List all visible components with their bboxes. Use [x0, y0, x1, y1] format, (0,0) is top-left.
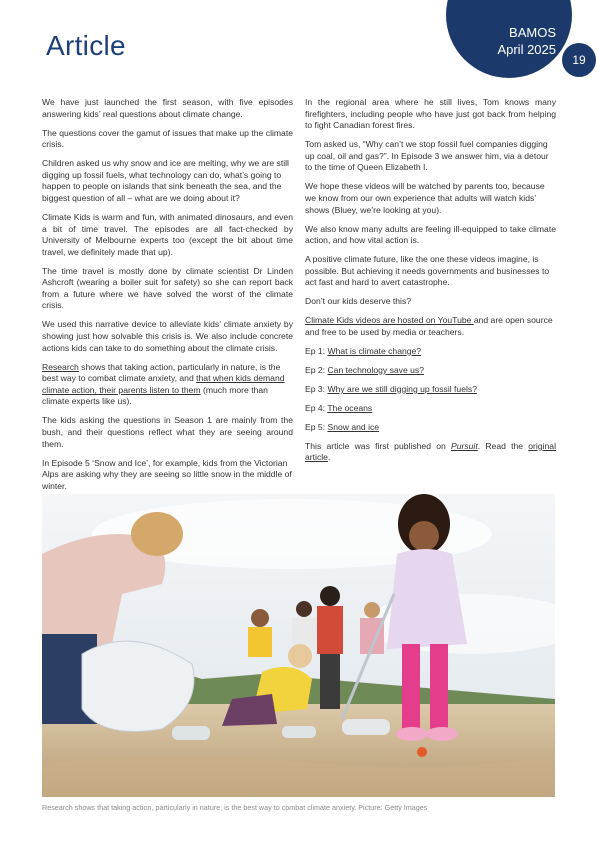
issue-date: April 2025 — [497, 42, 556, 57]
paragraph: Children asked us why snow and ice are melting, why we are still digging up fossil fuels, what technology can do, what’s going to happen to people on islands that sink beneath the sea, and the biggest question of all – what are we doing about it? — [42, 158, 289, 203]
child-head — [288, 644, 312, 668]
youtube-link[interactable]: Climate Kids videos are hosted on YouTube — [305, 315, 474, 326]
paragraph: We also know many adults are feeling ill-equipped to take climate action, and how vital action is. — [305, 223, 556, 246]
episode-link[interactable]: Why are we still digging up fossil fuels? — [327, 383, 477, 394]
text-span: . — [327, 452, 331, 463]
child-head — [251, 609, 269, 627]
episode-label: Ep 3: — [305, 383, 328, 394]
episode-item — [305, 384, 556, 396]
paragraph: The time travel is mostly done by climate scientist Dr Linden Ashcroft (wearing a boiler suit for safety) so she can report back from a future where we have solved the worst of the climate crisis. — [42, 265, 293, 311]
original-article-link[interactable]: original article — [305, 440, 556, 463]
paragraph: Don’t our kids deserve this? — [305, 296, 412, 307]
episode-item — [305, 403, 556, 415]
publication-note — [305, 441, 556, 464]
episode-link[interactable]: Can technology save us? — [327, 364, 424, 375]
child-legs — [320, 654, 340, 709]
episode-link[interactable]: Snow and ice — [327, 421, 380, 432]
paragraph: In Episode 5 ‘Snow and Ice’, for example, kids from the Victorian Alps are asking why they are seeing so little snow in the middle of winter. — [42, 457, 292, 491]
paragraph: Tom asked us, “Why can’t we stop fossil fuel companies digging up coal, oil and gas?”. In Episode 3 we answer him, via a detour to the time of Queen Elizabeth I. — [305, 139, 549, 173]
episode-item — [305, 346, 556, 358]
child-body — [317, 606, 343, 654]
plastic-bottle — [282, 726, 316, 738]
paragraph: Climate Kids is warm and fun, with animated dinosaurs, and even a bit of time travel. The episodes are all fact-checked by University of Melbourne experts too (except the bit about time travel, we definitely made that up). — [42, 211, 293, 257]
publication-name: BAMOS — [509, 25, 556, 40]
episode-link[interactable]: What is climate change? — [327, 345, 422, 356]
child-head — [296, 601, 312, 617]
paragraph: We have just launched the first season, with five episodes answering kids’ real questions about climate change. — [42, 97, 293, 119]
paragraph: In the regional area where he still lives, Tom knows many firefighters, including people who have just got back from helping to fight Canadian forest fires. — [305, 97, 556, 131]
photo-illustration — [42, 494, 555, 797]
child-body — [292, 617, 316, 649]
paragraph: The kids asking the questions in Season 1 are mainly from the bush, and their questions reflect what they are seeing around them. — [42, 415, 293, 449]
paragraph: We hope these videos will be watched by parents too, because we know from our own experience that adults will watch kids’ shows (Bluey, we’re looking at you). — [305, 181, 545, 215]
episode-label: Ep 2: — [305, 364, 328, 375]
text-span: shows that taking action, particularly in nature, is the best way to combat climate anxiety, and — [42, 361, 281, 384]
issue-badge-text — [470, 24, 556, 58]
trash-bag — [82, 641, 194, 731]
paragraph-youtube — [305, 315, 556, 338]
episode-item — [305, 422, 556, 434]
episode-label: Ep 1: — [305, 345, 328, 356]
girl-shoe — [426, 727, 458, 741]
paragraph: We used this narrative device to alleviate kids’ climate anxiety by showing just how solvable this crisis is. We also include concrete actions kids can take to do something about the climate crisis. — [42, 319, 293, 353]
text-span: (much more than climate experts like us). — [42, 384, 268, 407]
pursuit-link[interactable]: Pursuit — [450, 440, 478, 451]
girl-face — [409, 521, 439, 551]
girl-leggings — [402, 644, 420, 729]
episode-link[interactable]: The oceans — [327, 402, 373, 413]
text-span: . Read the — [477, 440, 529, 451]
episode-label: Ep 4: — [305, 402, 328, 413]
research-link[interactable]: Research — [42, 361, 79, 372]
left-column — [42, 97, 293, 500]
page-title: Article — [46, 30, 126, 61]
girl-leggings — [430, 644, 448, 729]
episode-label: Ep 5: — [305, 421, 328, 432]
beach-cleanup-photo — [42, 494, 555, 797]
text-span: This article was first published on — [305, 440, 451, 451]
plastic-bottle — [342, 719, 390, 735]
adult-hair — [131, 512, 183, 556]
kids-demand-link[interactable]: that when kids demand climate action, their parents listen to them — [42, 373, 285, 395]
child-head — [364, 602, 380, 618]
page-number: 19 — [562, 43, 596, 77]
photo-caption: Research shows that taking action, particularly in nature, is the best way to combat climate anxiety. Picture: Getty Images — [42, 803, 428, 812]
paragraph: A positive climate future, like the one these videos imagine, is possible. But achieving it needs governments and businesses to act fast and hard to avert catastrophe. — [305, 254, 550, 288]
paragraph: The questions cover the gamut of issues that make up the climate crisis. — [42, 127, 293, 150]
plastic-bottle — [172, 726, 210, 740]
episode-item — [305, 365, 556, 377]
child-body — [248, 627, 272, 657]
text-span: and are open source and free to be used by media or teachers. — [305, 315, 553, 337]
paragraph-research — [42, 362, 293, 408]
bottle-cap — [417, 747, 427, 757]
right-column — [305, 97, 556, 471]
child-head — [320, 586, 340, 606]
girl-shoe — [396, 727, 428, 741]
